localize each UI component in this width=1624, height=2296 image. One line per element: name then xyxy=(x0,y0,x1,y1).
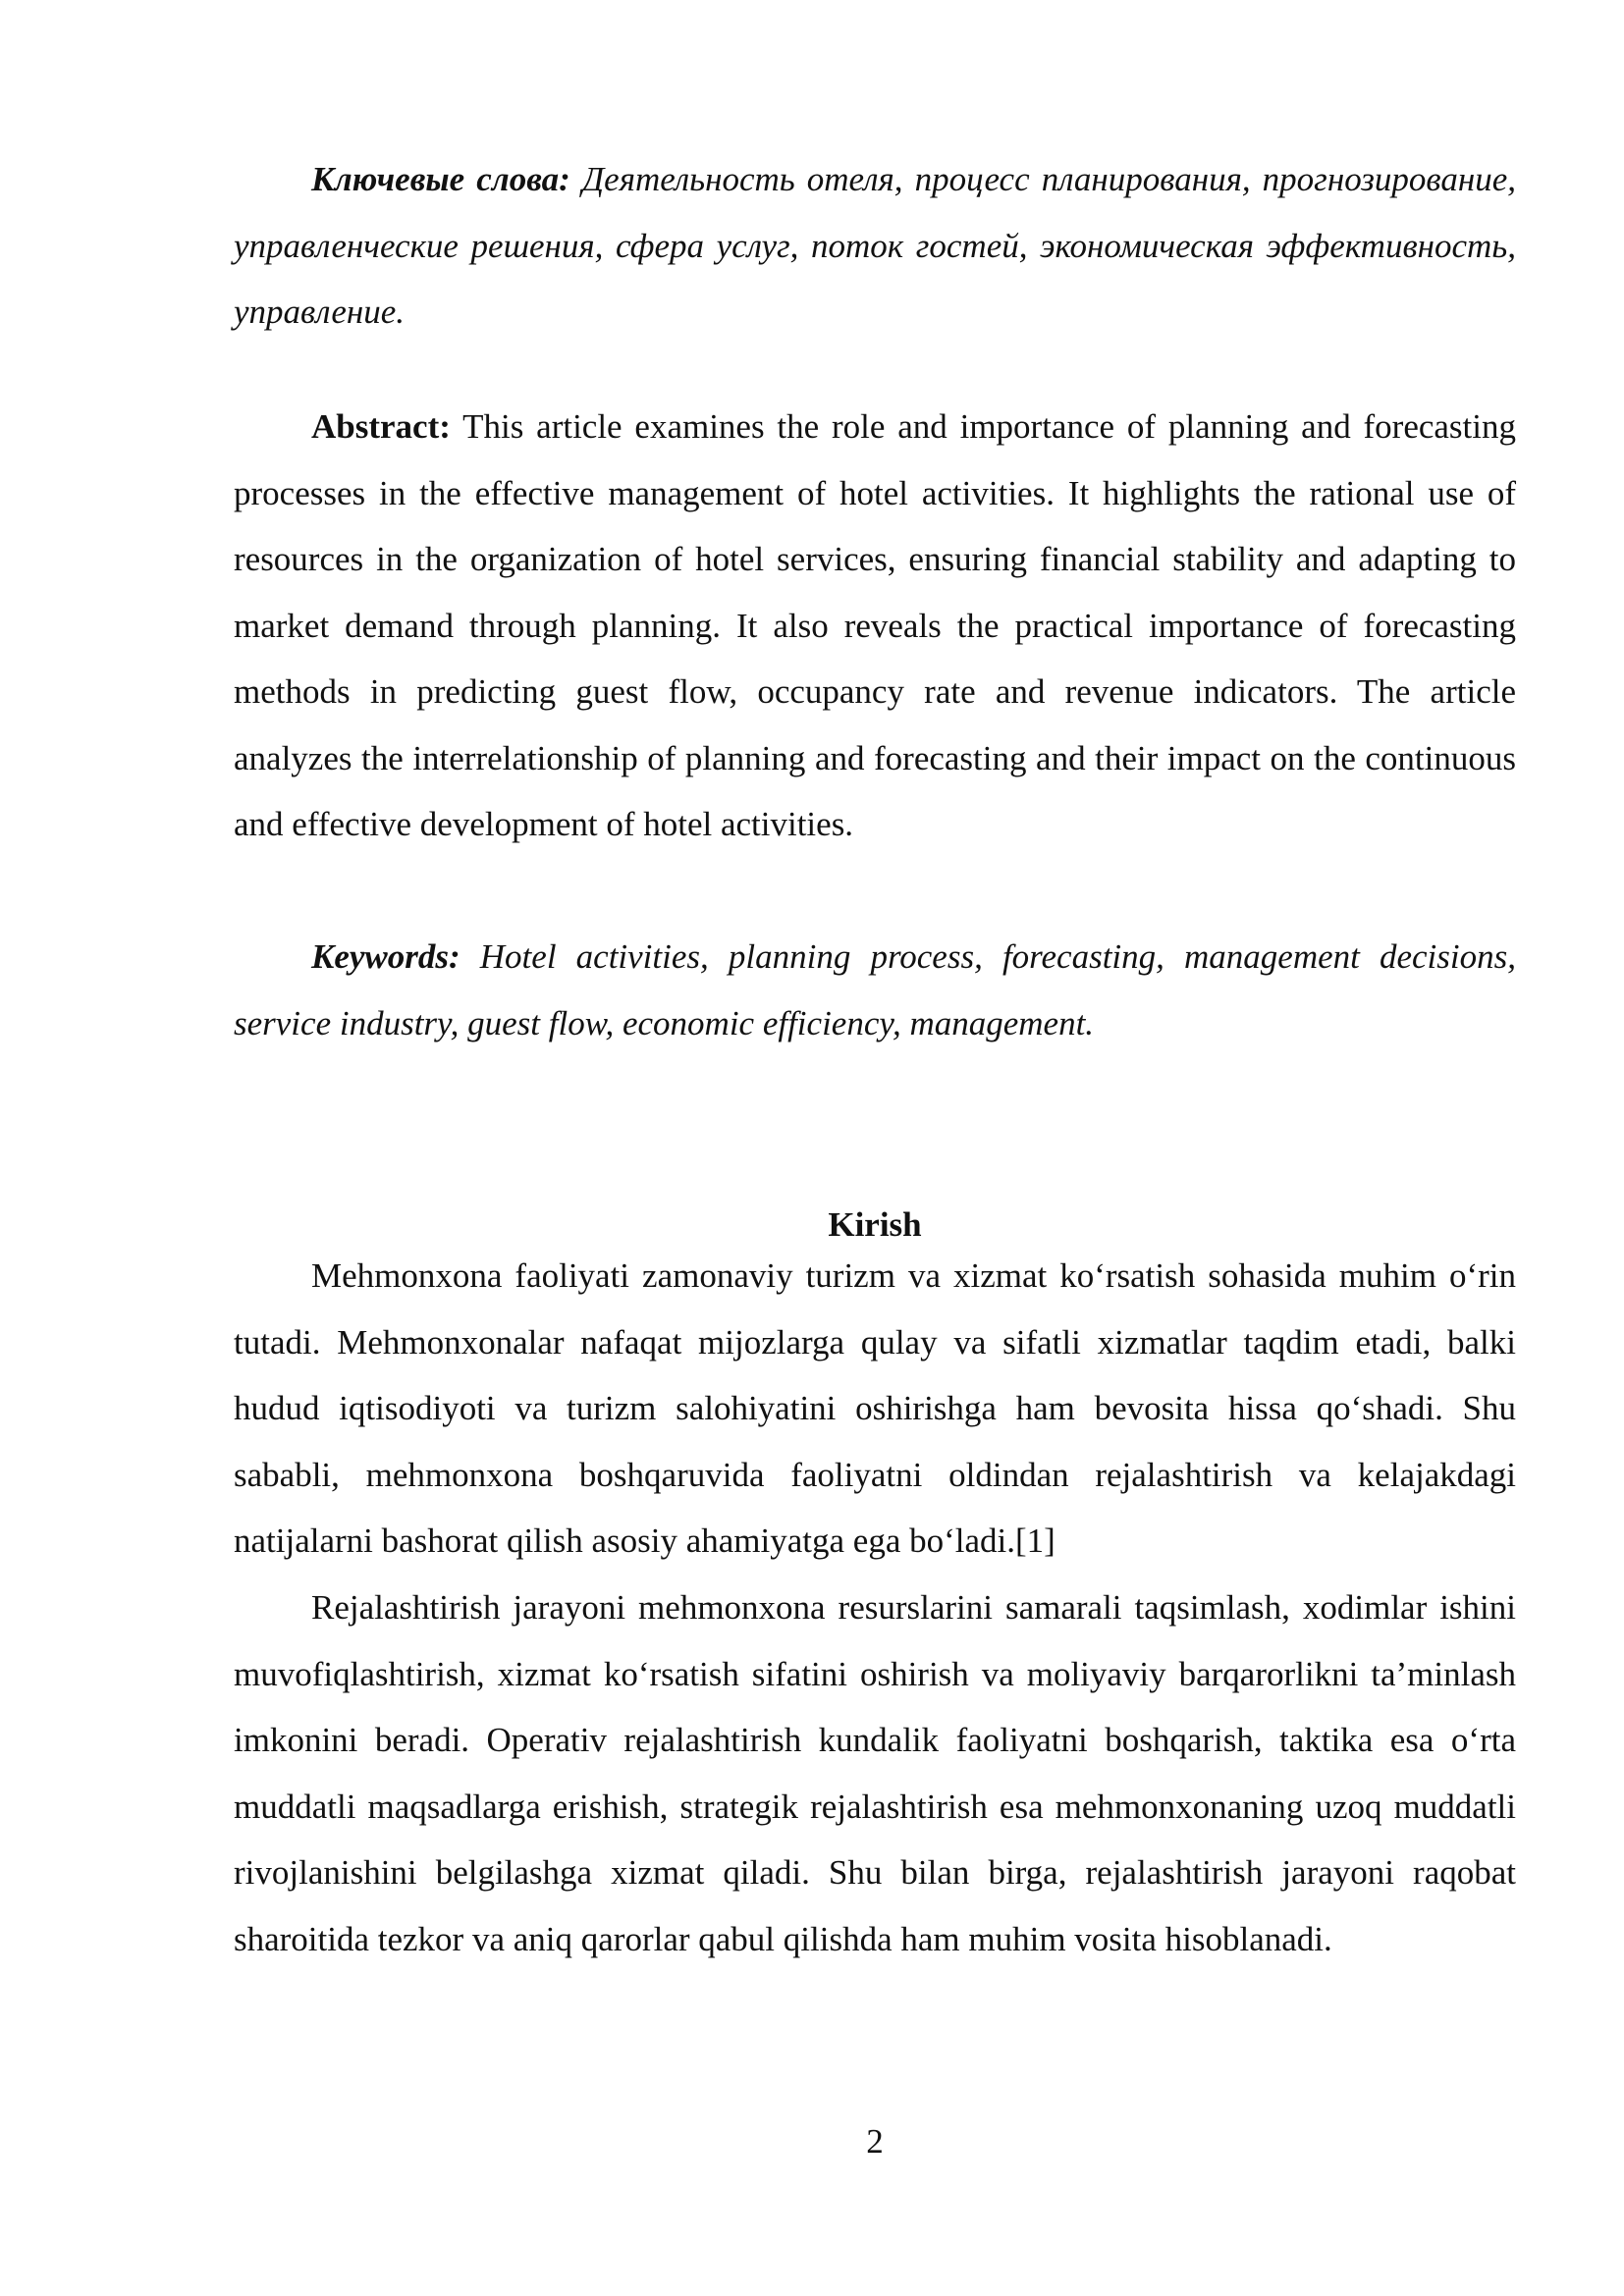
abstract-paragraph xyxy=(234,394,1516,858)
english-keywords-text: Hotel activities, planning process, forecasting, management decisions, service industry, guest flow, economic efficiency, management. xyxy=(234,937,1516,1042)
russian-keywords-paragraph xyxy=(234,146,1516,346)
russian-keywords-label: Ключевые слова: xyxy=(311,160,570,198)
page-number: 2 xyxy=(866,2122,884,2161)
english-keywords-label: Keywords: xyxy=(311,937,460,976)
russian-keywords-text: Деятельность отеля, процесс планирования, прогнозирование, управленческие решения, сфера услуг, поток гостей, экономическая эффективность, управление. xyxy=(234,160,1516,331)
english-keywords-paragraph xyxy=(234,924,1516,1056)
introduction-paragraph-1: Mehmonxona faoliyati zamonaviy turizm va xizmat ko‘rsatish sohasida muhim o‘rin tutadi. Mehmonxonalar nafaqat mijozlarga qulay va sifatli xizmatlar taqdim etadi, balki hudud iqtisodiyoti va turizm salohiyatini oshirishga ham bevosita hissa qo‘shadi. Shu sababli, mehmonxona boshqaruvida faoliyatni oldindan rejalashtirish va kelajakdagi natijalarni bashorat qilish asosiy ahamiyatga ega bo‘ladi.[1] xyxy=(234,1256,1516,1560)
abstract-label: Abstract: xyxy=(311,407,451,446)
introduction-heading: Kirish xyxy=(828,1205,922,1244)
abstract-text: This article examines the role and importance of planning and forecasting processes in the effective management of hotel activities. It highlights the rational use of resources in the organization of hotel services, ensuring financial stability and adapting to market demand through planning. It also reveals the practical importance of forecasting methods in predicting guest flow, occupancy rate and revenue indicators. The article analyzes the interrelationship of planning and forecasting and their impact on the continuous and effective development of hotel activities. xyxy=(234,407,1517,843)
document-page xyxy=(234,0,1516,2296)
introduction-paragraph-2: Rejalashtirish jarayoni mehmonxona resurslarini samarali taqsimlash, xodimlar ishini muvofiqlashtirish, xizmat ko‘rsatish sifatini oshirish va moliyaviy barqarorlikni ta’minlash imkonini beradi. Operativ rejalashtirish kundalik faoliyatni boshqarish, taktika esa o‘rta muddatli maqsadlarga erishish, strategik rejalashtirish esa mehmonxonaning uzoq muddatli rivojlanishini belgilashga xizmat qiladi. Shu bilan birga, rejalashtirish jarayoni raqobat sharoitida tezkor va aniq qarorlar qabul qilishda ham muhim vosita hisoblanadi. xyxy=(234,1588,1516,1958)
